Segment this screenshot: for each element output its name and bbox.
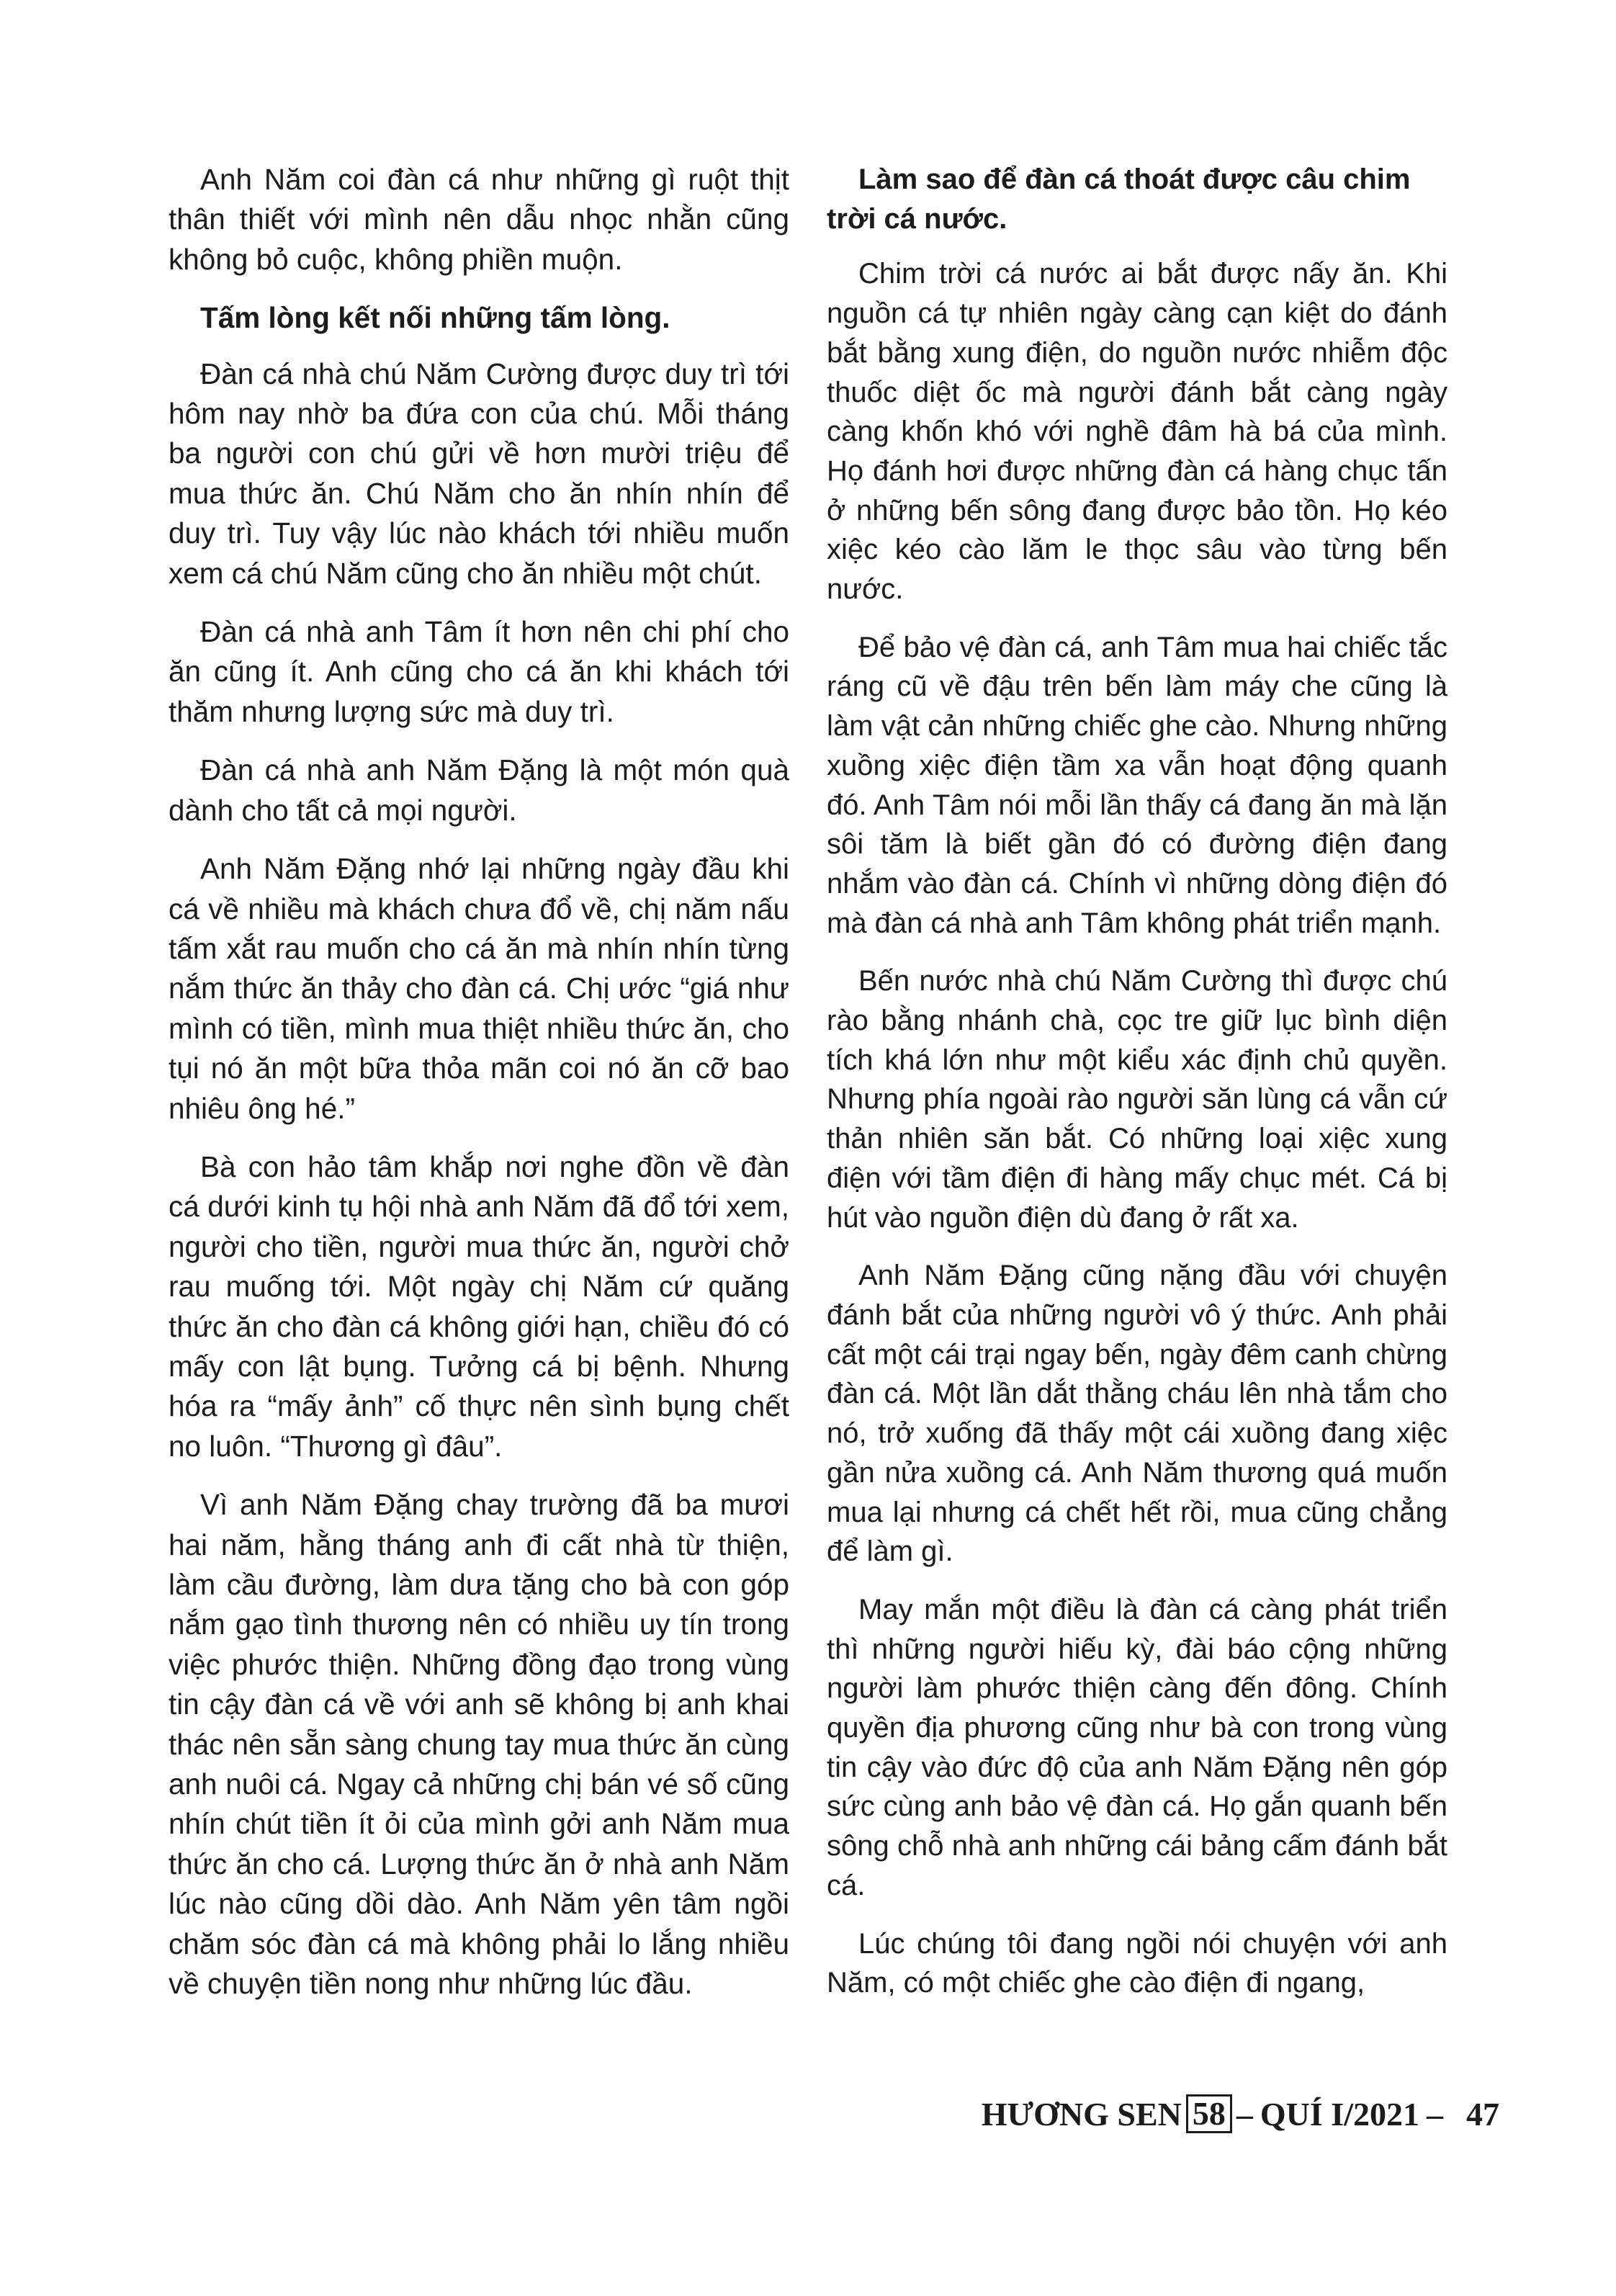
section-heading: Làm sao để đàn cá thoát được câu chim trời cá nước. (827, 163, 1411, 235)
paragraph: Bà con hảo tâm khắp nơi nghe đồn về đàn cá dưới kinh tụ hội nhà anh Năm đã đổ tới xem, người cho tiền, người mua thức ăn, người chở rau muống tới. Một ngày chị Năm cứ quăng thức ăn cho đàn cá không giới hạn, chiều đó có mấy con lật bụng. Tưởng cá bị bệnh. Nhưng hóa ra “mấy ảnh” cố thực nên sình bụng chết no luôn. “Thương gì đâu”. (169, 1149, 789, 1463)
dash: – (1236, 2095, 1253, 2133)
right-column (827, 160, 1447, 2022)
section-heading: Tấm lòng kết nối những tấm lòng. (200, 301, 670, 335)
paragraph: Đàn cá nhà anh Tâm ít hơn nên chi phí cho ăn cũng ít. Anh cũng cho cá ăn khi khách tới thăm nhưng lượng sức mà duy trì. (169, 615, 789, 728)
paragraph: Anh Năm Đặng cũng nặng đầu với chuyện đánh bắt của những người vô ý thức. Anh phải cất một cái trại ngay bến, ngày đêm canh chừng đàn cá. Một lần dắt thằng cháu lên nhà tắm cho nó, trở xuống đã thấy một cái xuồng đang xiệc gần nửa xuồng cá. Anh Năm thương quá muốn mua lại nhưng cá chết hết rồi, mua cũng chẳng để làm gì. (827, 1260, 1447, 1568)
magazine-name: HƯƠNG SEN (981, 2095, 1182, 2133)
paragraph: Anh Năm coi đàn cá như những gì ruột thịt thân thiết với mình nên dẫu nhọc nhằn cũng không bỏ cuộc, không phiền muộn. (169, 163, 789, 276)
dash: – (1427, 2095, 1443, 2133)
paragraph: May mắn một điều là đàn cá càng phát triển thì những người hiếu kỳ, đài báo cộng những người làm phước thiện càng đến đông. Chính quyền địa phương cũng như bà con trong vùng tin cậy vào đức độ của anh Năm Đặng nên góp sức cùng anh bảo vệ đàn cá. Họ gắn quanh bến sông chỗ nhà anh những cái bảng cấm đánh bắt cá. (827, 1593, 1447, 1901)
paragraph: Lúc chúng tôi đang ngồi nói chuyện với anh Năm, có một chiếc ghe cào điện đi ngang, (827, 1927, 1447, 1999)
page-footer (982, 2094, 1499, 2133)
paragraph: Vì anh Năm Đặng chay trường đã ba mươi hai năm, hằng tháng anh đi cất nhà từ thiện, làm cầu đường, làm dưa tặng cho bà con góp nắm gạo tình thương nên có nhiều uy tín trong việc phước thiện. Những đồng đạo trong vùng tin cậy đàn cá về với anh sẽ không bị anh khai thác nên sẵn sàng chung tay mua thức ăn cùng anh nuôi cá. Ngay cả những chị bán vé số cũng nhín chút tiền ít ỏi của mình gởi anh Năm mua thức ăn cho cá. Lượng thức ăn ở nhà anh Năm lúc nào cũng dồi dào. Anh Năm yên tâm ngồi chăm sóc đàn cá mà không phải lo lắng nhiều về chuyện tiền nong như những lúc đầu. (169, 1488, 789, 2001)
paragraph: Đàn cá nhà chú Năm Cường được duy trì tới hôm nay nhờ ba đứa con của chú. Mỗi tháng ba người con chú gửi về hơn mười triệu để mua thức ăn. Chú Năm cho ăn nhín nhín để duy trì. Tuy vậy lúc nào khách tới nhiều muốn xem cá chú Năm cũng cho ăn nhiều một chút. (169, 356, 789, 590)
page-number: 47 (1466, 2095, 1499, 2133)
issue-quarter: QUÍ I/2021 (1260, 2095, 1419, 2133)
paragraph: Chim trời cá nước ai bắt được nấy ăn. Khi nguồn cá tự nhiên ngày càng cạn kiệt do đánh bắt bằng xung điện, do nguồn nước nhiễm độc thuốc diệt ốc mà người đánh bắt càng ngày càng khốn khó với nghề đâm hà bá của mình. Họ đánh hơi được những đàn cá hàng chục tấn ở những bến sông đang được bảo tồn. Họ kéo xiệc kéo cào lăm le thọc sâu vào từng bến nước. (827, 258, 1447, 606)
issue-number-box: 58 (1186, 2094, 1232, 2133)
paragraph: Bến nước nhà chú Năm Cường thì được chú rào bằng nhánh chà, cọc tre giữ lục bình diện tích khá lớn như một kiểu xác định chủ quyền. Nhưng phía ngoài rào người săn lùng cá vẫn cứ thản nhiên săn bắt. Có những loại xiệc xung điện với tầm điện đi hàng mấy chục mét. Cá bị hút vào nguồn điện dù đang ở rất xa. (827, 965, 1447, 1234)
paragraph: Anh Năm Đặng nhớ lại những ngày đầu khi cá về nhiều mà khách chưa đổ về, chị năm nấu tấm xắt rau muốn cho cá ăn mà nhín nhín từng nắm thức ăn thảy cho đàn cá. Chị ước “giá như mình có tiền, mình mua thiệt nhiều thức ăn, cho tụi nó ăn một bữa thỏa mãn coi nó ăn cỡ bao nhiêu ông hé.” (169, 852, 789, 1125)
paragraph: Để bảo vệ đàn cá, anh Tâm mua hai chiếc tắc ráng cũ về đậu trên bến làm máy che cũng là làm vật cản những chiếc ghe cào. Nhưng những xuồng xiệc điện tầm xa vẫn hoạt động quanh đó. Anh Tâm nói mỗi lần thấy cá đang ăn mà lặn sôi tăm là biết gần đó có đường điện đang nhắm vào đàn cá. Chính vì những dòng điện đó mà đàn cá nhà anh Tâm không phát triển mạnh. (827, 631, 1447, 939)
left-column (169, 160, 789, 2022)
paragraph: Đàn cá nhà anh Năm Đặng là một món quà dành cho tất cả mọi người. (169, 753, 789, 827)
